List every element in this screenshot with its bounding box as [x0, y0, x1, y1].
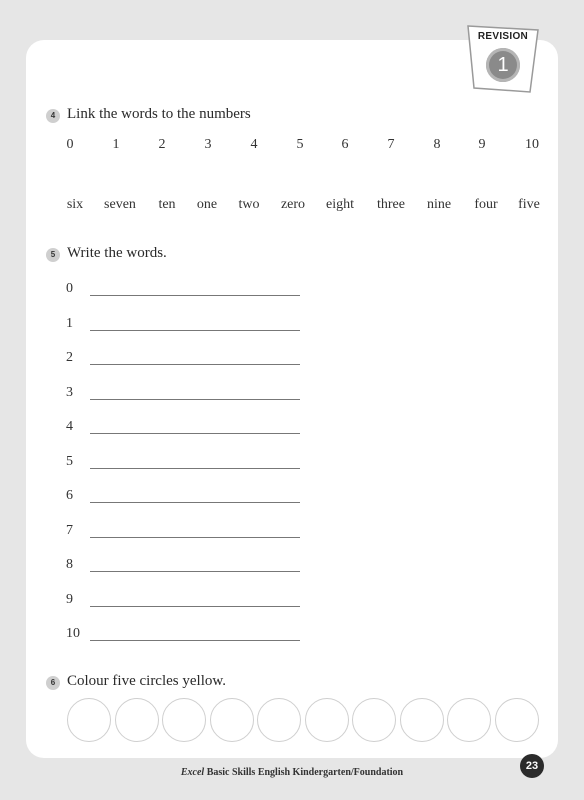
write-row-number: 4 — [66, 419, 73, 434]
write-line[interactable] — [90, 468, 300, 469]
write-row-number: 1 — [66, 315, 73, 331]
question-5-instruction: Write the words. — [67, 245, 167, 261]
link-number[interactable]: 2 — [158, 137, 166, 152]
write-line[interactable] — [90, 295, 300, 296]
link-number[interactable]: 4 — [250, 137, 258, 152]
write-line[interactable] — [90, 606, 300, 607]
link-number[interactable]: 9 — [478, 137, 486, 152]
write-row-number: 0 — [66, 281, 73, 296]
link-word[interactable]: zero — [280, 197, 306, 212]
link-number[interactable]: 6 — [341, 137, 349, 152]
link-word[interactable]: four — [474, 197, 498, 212]
write-line[interactable] — [90, 433, 300, 434]
revision-label: REVISION — [477, 31, 529, 42]
write-row-number: 5 — [66, 453, 73, 469]
colour-circle[interactable] — [257, 698, 301, 742]
colour-circle[interactable] — [67, 698, 111, 742]
link-word[interactable]: seven — [104, 197, 136, 212]
colour-circle[interactable] — [115, 698, 159, 742]
link-word[interactable]: nine — [426, 197, 452, 212]
colour-circle[interactable] — [352, 698, 396, 742]
question-4-instruction: Link the words to the numbers — [67, 106, 251, 122]
link-word[interactable]: three — [377, 197, 405, 212]
write-line[interactable] — [90, 537, 300, 538]
write-line[interactable] — [90, 571, 300, 572]
footer-brand: Excel — [180, 767, 205, 778]
link-word[interactable]: two — [238, 197, 260, 212]
question-5-number: 5 — [46, 248, 60, 262]
link-number[interactable]: 0 — [66, 137, 74, 152]
link-number[interactable]: 5 — [296, 137, 304, 152]
link-number[interactable]: 1 — [112, 137, 120, 152]
colour-circle[interactable] — [210, 698, 254, 742]
write-row-number: 7 — [66, 522, 73, 538]
colour-circle[interactable] — [495, 698, 539, 742]
colour-circle[interactable] — [447, 698, 491, 742]
link-number[interactable]: 8 — [433, 137, 441, 152]
write-line[interactable] — [90, 640, 300, 641]
write-line[interactable] — [90, 364, 300, 365]
question-4-number: 4 — [46, 109, 60, 123]
write-row-number: 8 — [66, 557, 73, 572]
colour-circle[interactable] — [305, 698, 349, 742]
link-word[interactable]: one — [196, 197, 218, 212]
write-line[interactable] — [90, 502, 300, 503]
link-word[interactable]: five — [518, 197, 540, 212]
link-word[interactable]: ten — [158, 197, 176, 212]
question-6-instruction: Colour five circles yellow. — [67, 673, 226, 689]
link-number[interactable]: 3 — [204, 137, 212, 152]
write-row-number: 6 — [66, 488, 73, 503]
link-number[interactable]: 7 — [387, 137, 395, 152]
question-6-number: 6 — [46, 676, 60, 690]
write-row-number: 3 — [66, 384, 73, 400]
revision-number: 1 — [486, 48, 520, 82]
footer-text: Basic Skills English Kindergarten/Foundation — [204, 767, 404, 778]
link-word[interactable]: six — [66, 197, 84, 212]
write-row-number: 9 — [66, 591, 73, 607]
link-number[interactable]: 10 — [525, 137, 539, 152]
page-number-badge: 23 — [520, 754, 544, 778]
write-line[interactable] — [90, 399, 300, 400]
revision-tab — [466, 24, 540, 94]
link-word[interactable]: eight — [326, 197, 354, 212]
write-row-number: 10 — [66, 626, 80, 641]
colour-circle[interactable] — [400, 698, 444, 742]
write-row-number: 2 — [66, 350, 73, 365]
footer — [0, 767, 584, 778]
write-line[interactable] — [90, 330, 300, 331]
colour-circle[interactable] — [162, 698, 206, 742]
